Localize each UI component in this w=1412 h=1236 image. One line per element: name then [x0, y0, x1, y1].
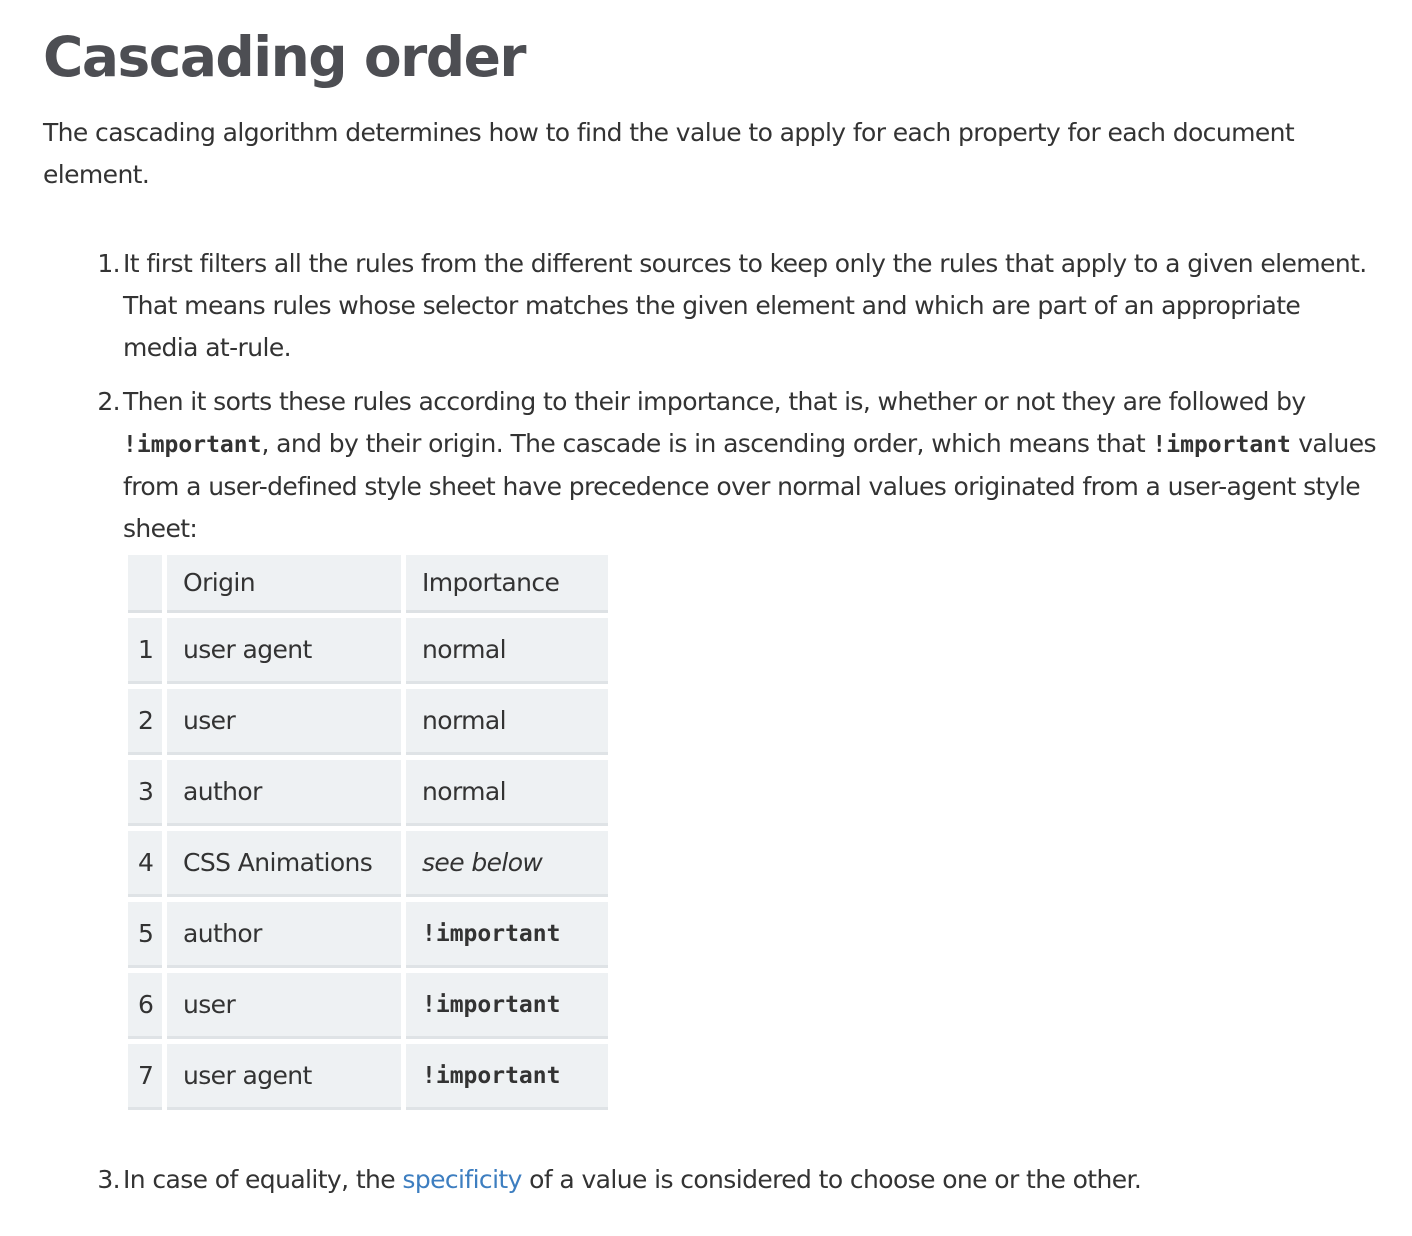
cell-origin: author — [167, 902, 401, 968]
table-row — [128, 831, 608, 897]
cell-origin: CSS Animations — [167, 831, 401, 897]
inline-code-important: !important — [1152, 432, 1291, 458]
intro-paragraph: The cascading algorithm determines how to find the value to apply for each property for each document element. — [43, 118, 1295, 189]
step-text: of a value is considered to choose one or the other. — [521, 1165, 1142, 1194]
table-row — [128, 760, 608, 826]
cell-index: 2 — [128, 689, 162, 755]
cell-importance: normal — [406, 618, 608, 684]
step-text: It first filters all the rules from the different sources to keep only the rules that apply to a given element. That means rules whose selector matches the given element and which are part of an appropriate media at-rule. — [123, 249, 1367, 362]
step-text: In case of equality, the — [123, 1165, 403, 1194]
cell-importance: !important — [406, 973, 608, 1039]
step-text: Then it sorts these rules according to their importance, that is, whether or not they are followed by — [123, 387, 1306, 416]
cell-importance: normal — [406, 760, 608, 826]
cell-index: 1 — [128, 618, 162, 684]
cell-origin: user agent — [167, 618, 401, 684]
cell-origin: author — [167, 760, 401, 826]
step-text: , and by their origin. The cascade is in ascending order, which means that — [261, 429, 1153, 458]
table-header-row — [128, 555, 608, 613]
cell-importance: !important — [406, 902, 608, 968]
cell-importance: !important — [406, 1044, 608, 1110]
inline-code-important: !important — [123, 432, 262, 458]
step-number: 3. — [97, 1165, 120, 1194]
table-row — [128, 902, 608, 968]
cell-index: 6 — [128, 973, 162, 1039]
cell-origin: user — [167, 973, 401, 1039]
cell-index: 4 — [128, 831, 162, 897]
cascade-order-table — [123, 550, 613, 1115]
step-number: 1. — [97, 249, 120, 278]
list-item-step-1 — [97, 243, 1381, 369]
list-item-step-3 — [97, 1159, 1381, 1201]
cell-origin: user agent — [167, 1044, 401, 1110]
table-row — [128, 618, 608, 684]
list-item-step-2 — [97, 381, 1381, 550]
step-number: 2. — [97, 387, 120, 416]
cell-index: 3 — [128, 760, 162, 826]
step-text: values from a user-defined style sheet have precedence over normal values originated from a user-agent style sheet: — [123, 429, 1376, 543]
table-row — [128, 973, 608, 1039]
table-row — [128, 1044, 608, 1110]
header-index — [128, 555, 162, 613]
header-origin: Origin — [167, 555, 401, 613]
cell-importance: normal — [406, 689, 608, 755]
specificity-link[interactable]: specificity — [402, 1165, 522, 1194]
header-importance: Importance — [406, 555, 608, 613]
page-title: Cascading order — [43, 25, 526, 89]
table-row — [128, 689, 608, 755]
cell-index: 7 — [128, 1044, 162, 1110]
cell-origin: user — [167, 689, 401, 755]
cell-importance: see below — [406, 831, 608, 897]
cell-index: 5 — [128, 902, 162, 968]
